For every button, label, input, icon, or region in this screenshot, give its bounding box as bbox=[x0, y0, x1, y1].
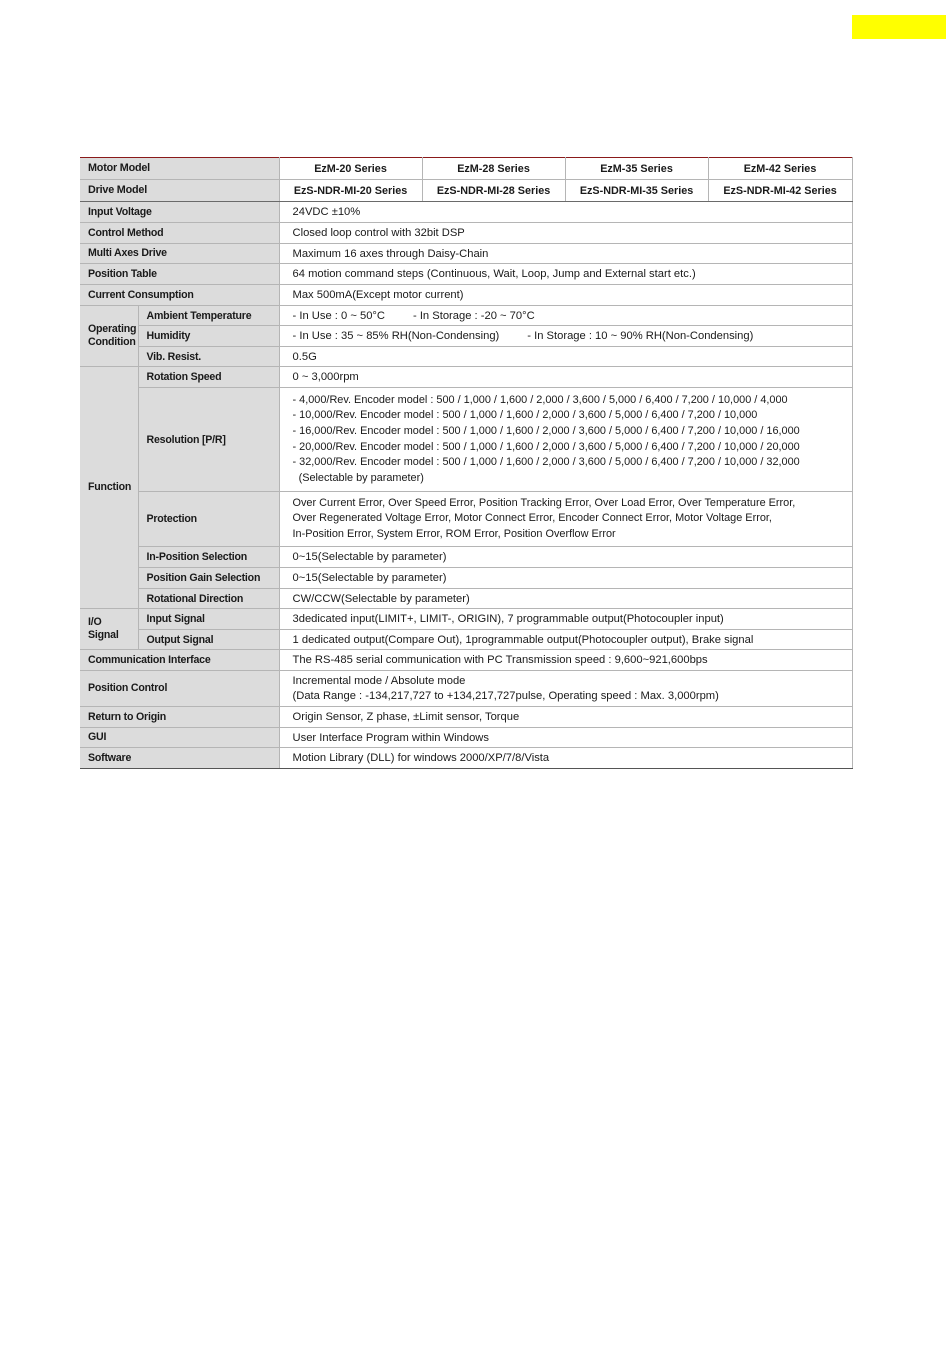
drive-model-42: EzS-NDR-MI-42 Series bbox=[708, 180, 852, 202]
row-output-signal bbox=[80, 630, 852, 650]
drive-model-35: EzS-NDR-MI-35 Series bbox=[565, 180, 708, 202]
resolution-line: - 10,000/Rev. Encoder model : 500 / 1,000 / 1,600 / 2,000 / 3,600 / 5,000 / 6,400 / 7,200 / 10,000 bbox=[292, 409, 758, 422]
row-multi-axes bbox=[80, 244, 852, 264]
label-ambient-temperature: Ambient Temperature bbox=[138, 306, 279, 326]
motor-model-20: EzM-20 Series bbox=[279, 158, 422, 180]
row-input-signal bbox=[80, 609, 852, 630]
label-vib-resist: Vib. Resist. bbox=[138, 347, 279, 367]
label-software: Software bbox=[80, 748, 279, 769]
value-input-voltage: 24VDC ±10% bbox=[279, 202, 852, 223]
label-drive-model: Drive Model bbox=[80, 180, 279, 202]
label-gui: GUI bbox=[80, 728, 279, 748]
label-communication-interface: Communication Interface bbox=[80, 650, 279, 671]
row-humidity bbox=[80, 326, 852, 347]
row-vib-resist bbox=[80, 347, 852, 367]
value-ambient-temperature bbox=[279, 306, 852, 326]
label-current-consumption: Current Consumption bbox=[80, 285, 279, 306]
value-current-consumption: Max 500mA(Except motor current) bbox=[279, 285, 852, 306]
value-vib-resist: 0.5G bbox=[279, 347, 852, 367]
value-position-table: 64 motion command steps (Continuous, Wait, Loop, Jump and External start etc.) bbox=[279, 264, 852, 285]
resolution-line: - 32,000/Rev. Encoder model : 500 / 1,000 / 1,600 / 2,000 / 3,600 / 5,000 / 6,400 / 7,200 / 10,000 / 32,000 bbox=[292, 456, 800, 469]
label-function: Function bbox=[80, 367, 138, 609]
humidity-in-use: - In Use : 35 ~ 85% RH(Non-Condensing) bbox=[292, 330, 500, 342]
row-control-method bbox=[80, 223, 852, 244]
value-rotational-direction: CW/CCW(Selectable by parameter) bbox=[279, 589, 852, 609]
label-humidity: Humidity bbox=[138, 326, 279, 347]
label-position-control: Position Control bbox=[80, 671, 279, 707]
highlight-marker bbox=[852, 15, 946, 39]
row-position-gain-selection bbox=[80, 568, 852, 589]
ambient-in-use: - In Use : 0 ~ 50°C bbox=[292, 309, 385, 322]
ambient-in-storage: - In Storage : -20 ~ 70°C bbox=[412, 309, 535, 322]
row-position-control bbox=[80, 671, 852, 707]
value-position-control bbox=[279, 671, 852, 707]
label-protection: Protection bbox=[138, 492, 279, 547]
row-protection bbox=[80, 492, 852, 547]
position-control-line: Incremental mode / Absolute mode bbox=[292, 674, 466, 687]
label-output-signal: Output Signal bbox=[138, 630, 279, 650]
value-software: Motion Library (DLL) for windows 2000/XP/7/8/Vista bbox=[279, 748, 852, 769]
row-drive-model bbox=[80, 180, 852, 202]
drive-model-20: EzS-NDR-MI-20 Series bbox=[279, 180, 422, 202]
row-rotation-speed bbox=[80, 367, 852, 388]
value-gui: User Interface Program within Windows bbox=[279, 728, 852, 748]
resolution-line: - 16,000/Rev. Encoder model : 500 / 1,000 / 1,600 / 2,000 / 3,600 / 5,000 / 6,400 / 7,200 / 10,000 / 16,000 bbox=[292, 424, 800, 437]
motor-model-35: EzM-35 Series bbox=[565, 158, 708, 180]
value-communication-interface: The RS-485 serial communication with PC Transmission speed : 9,600~921,600bps bbox=[279, 650, 852, 671]
label-in-position-selection: In-Position Selection bbox=[138, 547, 279, 568]
row-communication-interface bbox=[80, 650, 852, 671]
label-input-voltage: Input Voltage bbox=[80, 202, 279, 223]
row-input-voltage bbox=[80, 202, 852, 223]
value-output-signal: 1 dedicated output(Compare Out), 1programmable output(Photocoupler output), Brake signal bbox=[279, 630, 852, 650]
value-position-gain-selection: 0~15(Selectable by parameter) bbox=[279, 568, 852, 589]
row-motor-model bbox=[80, 158, 852, 180]
label-rotation-speed: Rotation Speed bbox=[138, 367, 279, 388]
label-position-gain-selection: Position Gain Selection bbox=[138, 568, 279, 589]
value-protection bbox=[279, 492, 852, 547]
row-gui bbox=[80, 728, 852, 748]
row-ambient-temperature bbox=[80, 306, 852, 326]
label-multi-axes: Multi Axes Drive bbox=[80, 244, 279, 264]
resolution-line: - 4,000/Rev. Encoder model : 500 / 1,000 / 1,600 / 2,000 / 3,600 / 5,000 / 6,400 / 7,200 / 10,000 / 4,000 bbox=[292, 393, 788, 406]
row-position-table bbox=[80, 264, 852, 285]
value-multi-axes: Maximum 16 axes through Daisy-Chain bbox=[279, 244, 852, 264]
label-position-table: Position Table bbox=[80, 264, 279, 285]
label-return-to-origin: Return to Origin bbox=[80, 707, 279, 728]
spec-table bbox=[80, 157, 853, 769]
row-in-position-selection bbox=[80, 547, 852, 568]
value-in-position-selection: 0~15(Selectable by parameter) bbox=[279, 547, 852, 568]
label-input-signal: Input Signal bbox=[138, 609, 279, 630]
label-rotational-direction: Rotational Direction bbox=[138, 589, 279, 609]
value-resolution bbox=[279, 388, 852, 492]
protection-line: In-Position Error, System Error, ROM Error, Position Overflow Error bbox=[292, 527, 616, 540]
value-control-method: Closed loop control with 32bit DSP bbox=[279, 223, 852, 244]
row-software bbox=[80, 748, 852, 769]
row-resolution bbox=[80, 388, 852, 492]
motor-model-28: EzM-28 Series bbox=[422, 158, 565, 180]
protection-line: Over Current Error, Over Speed Error, Position Tracking Error, Over Load Error, Over Temperature Error, bbox=[292, 496, 796, 509]
protection-line: Over Regenerated Voltage Error, Motor Connect Error, Encoder Connect Error, Motor Voltage Error, bbox=[292, 512, 772, 525]
value-humidity bbox=[279, 326, 852, 347]
position-control-line: (Data Range : -134,217,727 to +134,217,727pulse, Operating speed : Max. 3,000rpm) bbox=[292, 689, 719, 702]
label-io-signal: I/O Signal bbox=[80, 609, 138, 650]
row-current-consumption bbox=[80, 285, 852, 306]
label-control-method: Control Method bbox=[80, 223, 279, 244]
label-motor-model: Motor Model bbox=[80, 158, 279, 180]
row-rotational-direction bbox=[80, 589, 852, 609]
resolution-note: (Selectable by parameter) bbox=[292, 471, 424, 484]
motor-model-42: EzM-42 Series bbox=[708, 158, 852, 180]
drive-model-28: EzS-NDR-MI-28 Series bbox=[422, 180, 565, 202]
label-resolution: Resolution [P/R] bbox=[138, 388, 279, 492]
row-return-to-origin bbox=[80, 707, 852, 728]
value-rotation-speed: 0 ~ 3,000rpm bbox=[279, 367, 852, 388]
value-return-to-origin: Origin Sensor, Z phase, ±Limit sensor, Torque bbox=[279, 707, 852, 728]
resolution-line: - 20,000/Rev. Encoder model : 500 / 1,000 / 1,600 / 2,000 / 3,600 / 5,000 / 6,400 / 7,200 / 10,000 / 20,000 bbox=[292, 440, 800, 453]
label-operating-condition: Operating Condition bbox=[80, 306, 138, 367]
value-input-signal: 3dedicated input(LIMIT+, LIMIT-, ORIGIN), 7 programmable output(Photocoupler input) bbox=[279, 609, 852, 630]
humidity-in-storage: - In Storage : 10 ~ 90% RH(Non-Condensing) bbox=[527, 330, 754, 342]
